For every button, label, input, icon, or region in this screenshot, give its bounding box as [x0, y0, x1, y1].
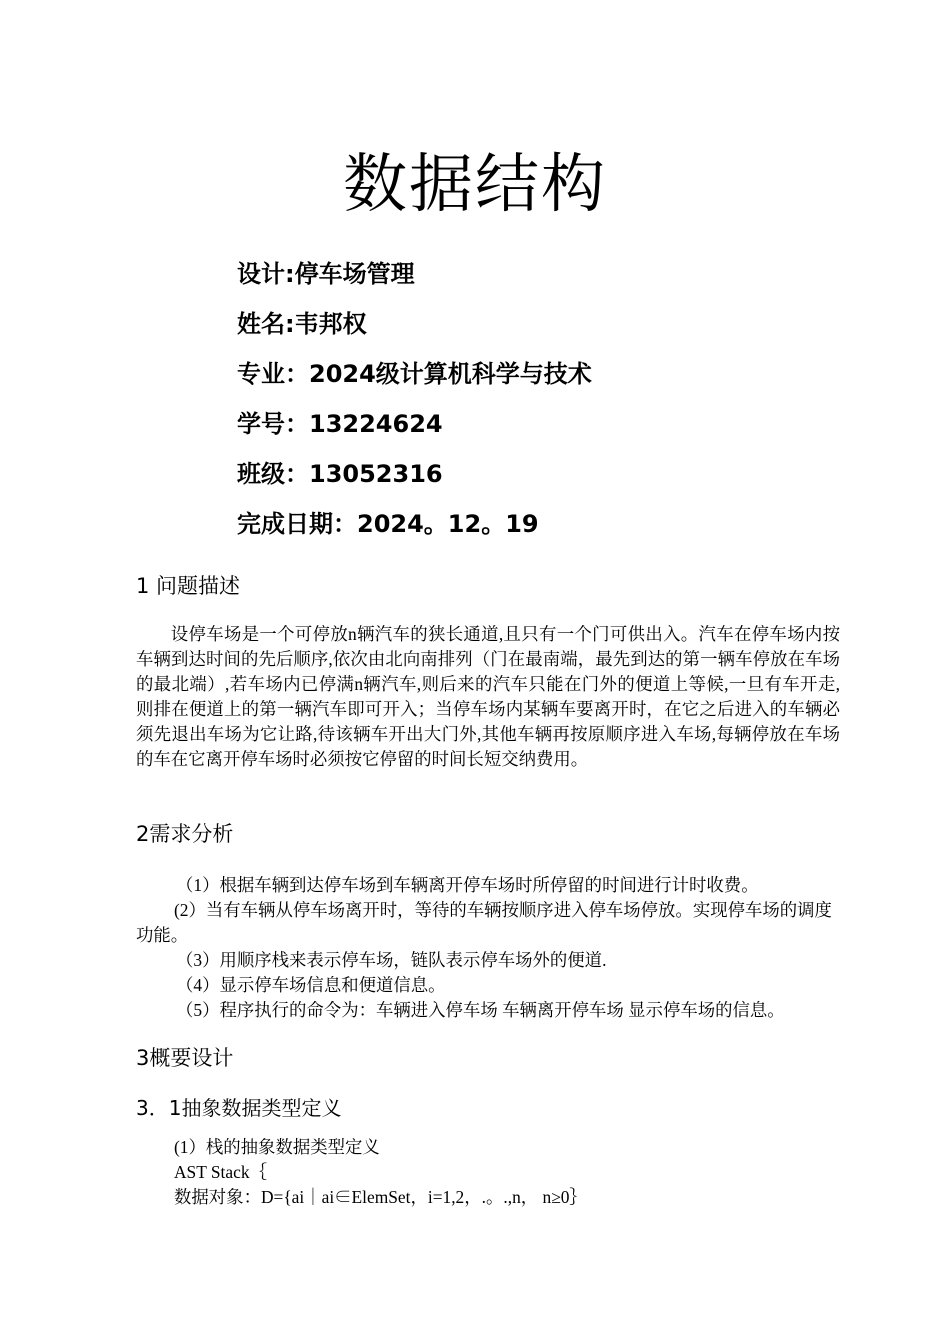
info-major: 专业：2024级计算机科学与技术	[237, 360, 592, 388]
cover-info	[237, 252, 837, 552]
list-item: （1）根据车辆到达停车场到车辆离开停车场时所停留的时间进行计时收费。	[176, 875, 759, 895]
adt-line: AST Stack｛	[174, 1162, 267, 1182]
problem-paragraph: 设停车场是一个可停放n辆汽车的狭长通道,且只有一个门可供出入。汽车在停车场内按车辆到达时间的先后顺序,依次由北向南排列（门在最南端，最先到达的第一辆车停放在车场的最北端）,若车场内已停满n辆汽车,则后来的汽车只能在门外的便道上等候,一旦有车开走,则排在便道上的第一辆汽车即可开入；当停车场内某辆车要离开时，在它之后进入的车辆必须先退出车场为它让路,待该辆车开出大门外,其他车辆再按原顺序进入车场,每辆停放在车场的车在它离开停车场时必须按它停留的时间长短交纳费用。	[136, 624, 840, 769]
info-date: 完成日期：2024。12。19	[237, 510, 539, 538]
list-item: (2）当有车辆从停车场离开时，等待的车辆按顺序进入停车场停放。实现停车场的调度功能。	[136, 900, 832, 945]
adt-line: 数据对象：D={ai｜ai∈ElemSet，i=1,2，.。.,n， n≥0｝	[174, 1187, 587, 1207]
info-name: 姓名:韦邦权	[237, 310, 367, 338]
info-design: 设计:停车场管理	[237, 260, 415, 288]
list-item: （5）程序执行的命令为：车辆进入停车场 车辆离开停车场 显示停车场的信息。	[176, 1000, 785, 1020]
adt-definition	[174, 1135, 854, 1210]
subsection-heading-adt: 3．1抽象数据类型定义	[136, 1096, 342, 1120]
list-item: （3）用顺序栈来表示停车场，链队表示停车场外的便道.	[176, 950, 607, 970]
requirements-list	[136, 873, 840, 1023]
info-student-id: 学号：13224624	[237, 410, 443, 438]
adt-line: (1）栈的抽象数据类型定义	[174, 1137, 380, 1157]
section-heading-problem: 1 问题描述	[136, 574, 241, 598]
document-title: 数据结构	[343, 148, 607, 222]
info-class: 班级：13052316	[237, 460, 443, 488]
list-item: （4）显示停车场信息和便道信息。	[176, 975, 446, 995]
section-heading-design: 3概要设计	[136, 1046, 234, 1070]
section-heading-requirements: 2需求分析	[136, 822, 234, 846]
